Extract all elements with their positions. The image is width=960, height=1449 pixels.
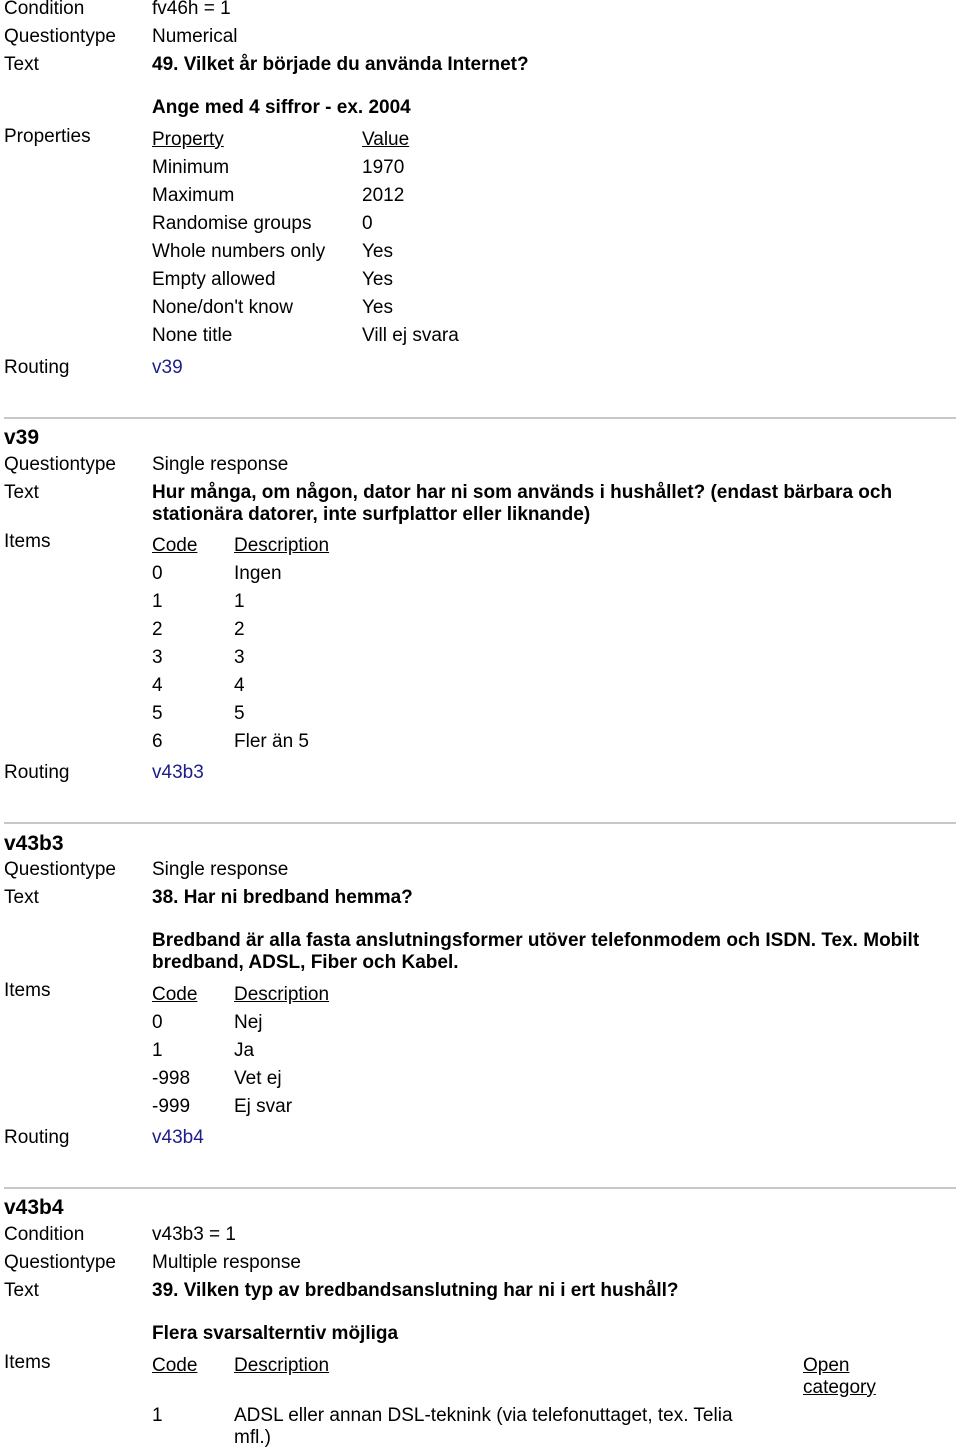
property-value: 2012 — [362, 185, 405, 206]
item-code: -999 — [152, 1096, 191, 1117]
property-value: Vill ej svara — [362, 325, 459, 346]
question-id: v43b4 — [4, 1196, 64, 1219]
condition-label: Condition — [4, 1224, 85, 1245]
item-description: Nej — [234, 1012, 263, 1033]
item-description: 5 — [234, 703, 245, 724]
question-text-note: (endast bärbara och stationära datorer, inte surfplattor eller liknande) — [152, 482, 893, 525]
routing-link-v43b4[interactable]: v43b4 — [152, 1127, 204, 1148]
condition-value: v43b3 = 1 — [152, 1224, 236, 1245]
item-description: Ej svar — [234, 1096, 293, 1117]
item-description: Ingen — [234, 563, 282, 584]
open-category-column-header: Open category — [803, 1355, 876, 1398]
description-column-header: Description — [234, 984, 330, 1005]
item-code: 3 — [152, 647, 163, 668]
item-code: 2 — [152, 619, 163, 640]
text-label: Text — [4, 482, 39, 503]
questiontype-label: Questiontype — [4, 859, 116, 880]
description-column-header: Description — [234, 535, 330, 556]
item-description: Vet ej — [234, 1068, 282, 1089]
routing-link-v43b3[interactable]: v43b3 — [152, 762, 204, 783]
property-name: None/don't know — [152, 297, 293, 318]
property-name: Whole numbers only — [152, 241, 326, 262]
questiontype-value: Single response — [152, 454, 289, 475]
item-description: 3 — [234, 647, 245, 668]
question-instruction: Flera svarsalterntiv möjliga — [152, 1323, 399, 1344]
item-code: 5 — [152, 703, 163, 724]
questiontype-value: Numerical — [152, 26, 238, 47]
properties-label: Properties — [4, 126, 91, 147]
description-column-header: Description — [234, 1355, 330, 1376]
item-code: -998 — [152, 1068, 191, 1089]
question-text-main: Hur många, om någon, dator har ni som används i hushållet? — [152, 482, 706, 503]
item-description: Fler än 5 — [234, 731, 309, 752]
question-text: 39. Vilken typ av bredbandsanslutning har ni i ert hushåll? — [152, 1280, 679, 1301]
property-name: Minimum — [152, 157, 230, 178]
question-text: 38. Har ni bredband hemma? — [152, 887, 413, 908]
section-divider — [4, 417, 956, 419]
items-label: Items — [4, 1352, 51, 1373]
property-value: Yes — [362, 241, 393, 262]
questiontype-label: Questiontype — [4, 26, 116, 47]
items-label: Items — [4, 980, 51, 1001]
property-name: Empty allowed — [152, 269, 276, 290]
question-instruction: Bredband är alla fasta anslutningsformer utöver telefonmodem och ISDN. Tex. Mobilt bredband, ADSL, Fiber och Kabel. — [152, 930, 920, 973]
code-column-header: Code — [152, 535, 198, 556]
property-value: 1970 — [362, 157, 405, 178]
property-value: 0 — [362, 213, 373, 234]
condition-value: fv46h = 1 — [152, 0, 231, 19]
questiontype-value: Multiple response — [152, 1252, 301, 1273]
question-text: 49. Vilket år började du använda Internet? — [152, 54, 529, 75]
section-divider — [4, 1187, 956, 1189]
items-label: Items — [4, 531, 51, 552]
item-code: 4 — [152, 675, 163, 696]
item-code: 1 — [152, 1405, 163, 1426]
property-column-header: Property — [152, 129, 224, 150]
routing-label: Routing — [4, 762, 70, 783]
item-description: Ja — [234, 1040, 255, 1061]
item-description: 1 — [234, 591, 245, 612]
routing-label: Routing — [4, 1127, 70, 1148]
code-column-header: Code — [152, 1355, 198, 1376]
item-code: 6 — [152, 731, 163, 752]
item-description: 2 — [234, 619, 245, 640]
item-code: 1 — [152, 591, 163, 612]
question-id: v43b3 — [4, 832, 64, 855]
property-value: Yes — [362, 297, 393, 318]
code-column-header: Code — [152, 984, 198, 1005]
question-id: v39 — [4, 426, 40, 449]
text-label: Text — [4, 1280, 39, 1301]
property-value: Yes — [362, 269, 393, 290]
text-label: Text — [4, 54, 39, 75]
section-divider — [4, 822, 956, 824]
routing-link-v39[interactable]: v39 — [152, 357, 183, 378]
questiontype-label: Questiontype — [4, 1252, 116, 1273]
item-code: 0 — [152, 563, 163, 584]
property-name: Randomise groups — [152, 213, 312, 234]
item-code: 0 — [152, 1012, 163, 1033]
item-code: 1 — [152, 1040, 163, 1061]
text-label: Text — [4, 887, 39, 908]
questiontype-value: Single response — [152, 859, 289, 880]
routing-label: Routing — [4, 357, 70, 378]
item-description: 4 — [234, 675, 245, 696]
item-description: ADSL eller annan DSL-teknink (via telefonuttaget, tex. Telia mfl.) — [234, 1405, 733, 1448]
value-column-header: Value — [362, 129, 410, 150]
property-name: None title — [152, 325, 233, 346]
property-name: Maximum — [152, 185, 235, 206]
question-text — [152, 482, 912, 526]
condition-label: Condition — [4, 0, 85, 19]
question-instruction: Ange med 4 siffror - ex. 2004 — [152, 97, 411, 118]
questiontype-label: Questiontype — [4, 454, 116, 475]
